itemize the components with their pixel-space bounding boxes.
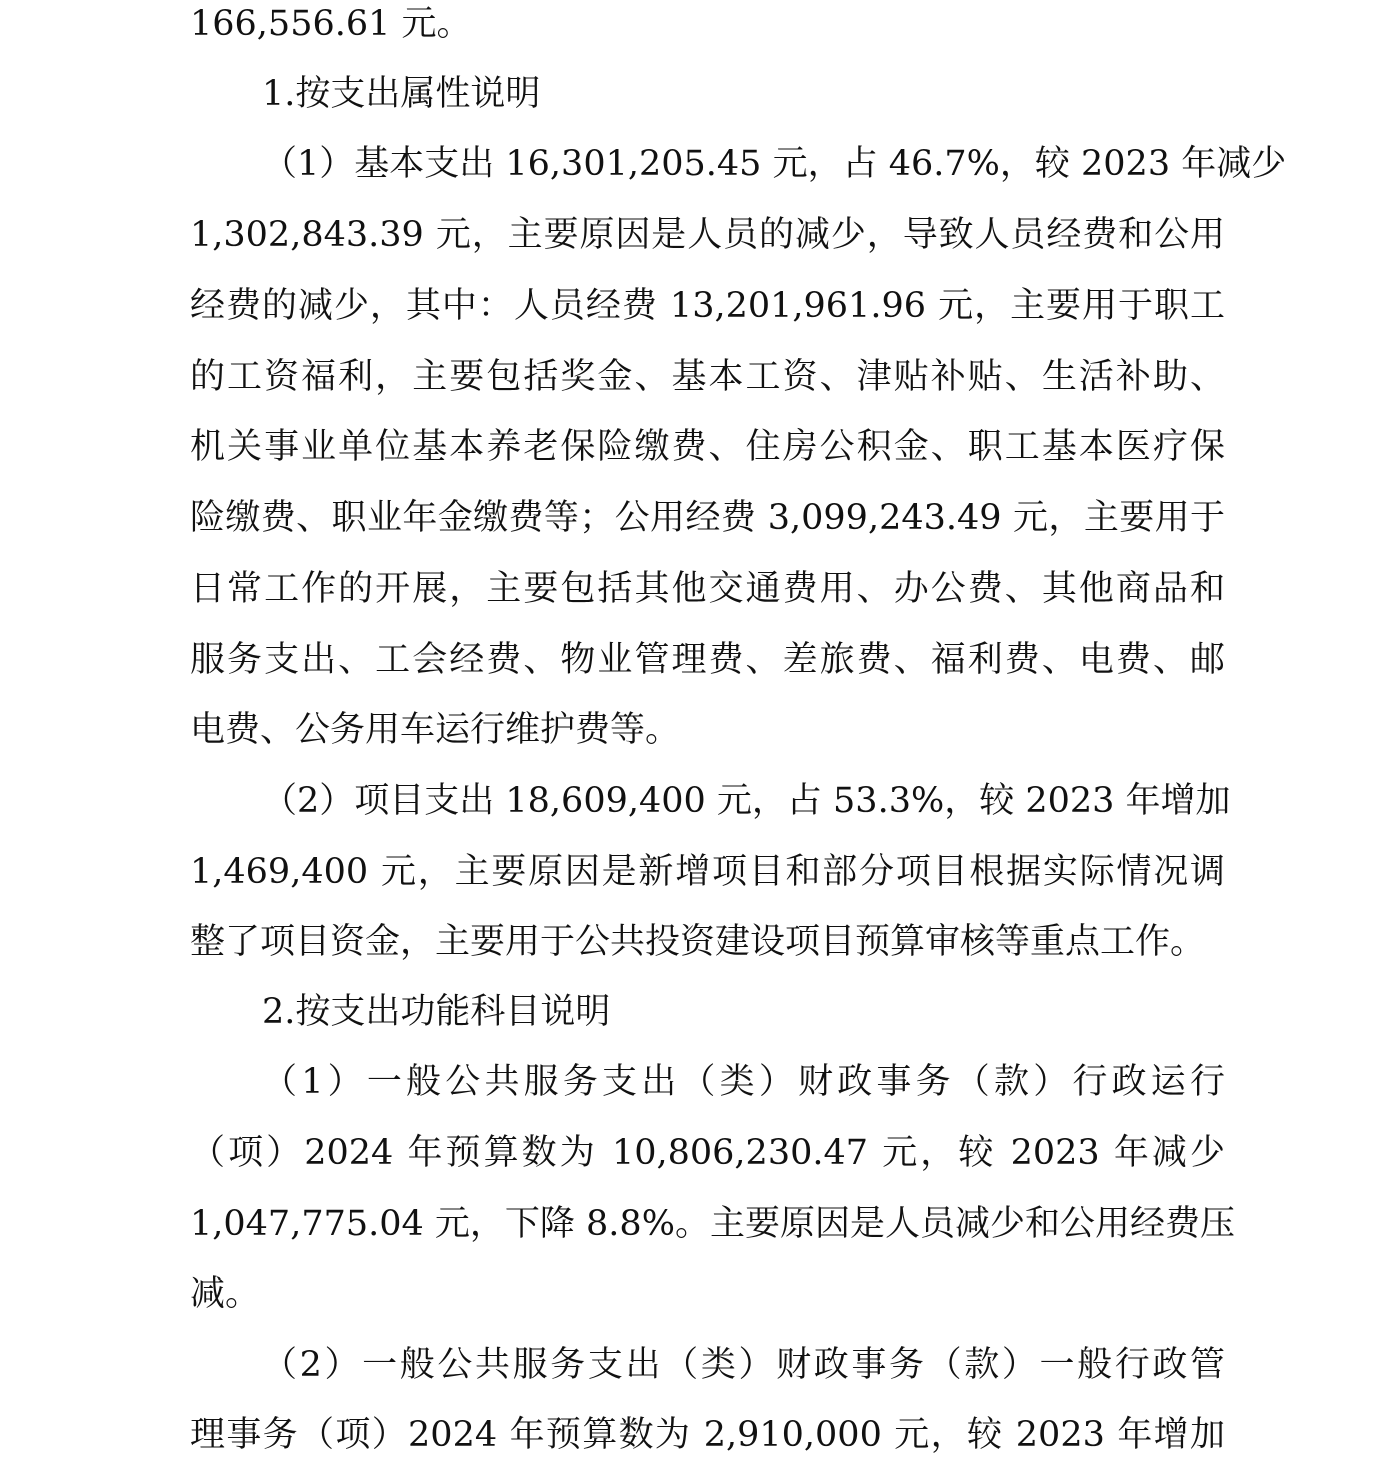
- paragraph-line: 减。: [190, 1274, 261, 1314]
- paragraph-line: （1）一般公共服务支出（类）财政事务（款）行政运行: [262, 1062, 1225, 1102]
- paragraph-line: 的工资福利，主要包括奖金、基本工资、津贴补贴、生活补助、: [190, 357, 1225, 397]
- paragraph-line: 日常工作的开展，主要包括其他交通费用、办公费、其他商品和: [190, 569, 1225, 609]
- paragraph-line: 理事务（项）2024 年预算数为 2,910,000 元，较 2023 年增加: [190, 1415, 1225, 1455]
- paragraph-line: （项）2024 年预算数为 10,806,230.47 元，较 2023 年减少: [190, 1133, 1225, 1173]
- section-heading: 1.按支出属性说明: [262, 74, 541, 114]
- paragraph-line: 1,047,775.04 元，下降 8.8%。主要原因是人员减少和公用经费压: [190, 1204, 1235, 1244]
- paragraph-line: 险缴费、职业年金缴费等；公用经费 3,099,243.49 元，主要用于: [190, 498, 1225, 538]
- paragraph-line: 机关事业单位基本养老保险缴费、住房公积金、职工基本医疗保: [190, 427, 1225, 467]
- paragraph-line: 电费、公务用车运行维护费等。: [190, 710, 681, 750]
- paragraph-line: （2）一般公共服务支出（类）财政事务（款）一般行政管: [262, 1345, 1225, 1385]
- paragraph-line: 1,302,843.39 元，主要原因是人员的减少，导致人员经费和公用: [190, 215, 1225, 255]
- paragraph-line: 整了项目资金，主要用于公共投资建设项目预算审核等重点工作。: [190, 922, 1206, 962]
- section-heading: 2.按支出功能科目说明: [262, 992, 611, 1032]
- paragraph-line: （1）基本支出 16,301,205.45 元，占 46.7%，较 2023 年减少: [262, 144, 1287, 184]
- paragraph-line: 1,469,400 元，主要原因是新增项目和部分项目根据实际情况调: [190, 852, 1225, 892]
- paragraph-line: 经费的减少，其中：人员经费 13,201,961.96 元，主要用于职工: [190, 286, 1225, 326]
- paragraph-line: 服务支出、工会经费、物业管理费、差旅费、福利费、电费、邮: [190, 640, 1225, 680]
- paragraph-line: （2）项目支出 18,609,400 元，占 53.3%，较 2023 年增加: [262, 781, 1231, 821]
- paragraph-line: 166,556.61 元。: [190, 4, 472, 44]
